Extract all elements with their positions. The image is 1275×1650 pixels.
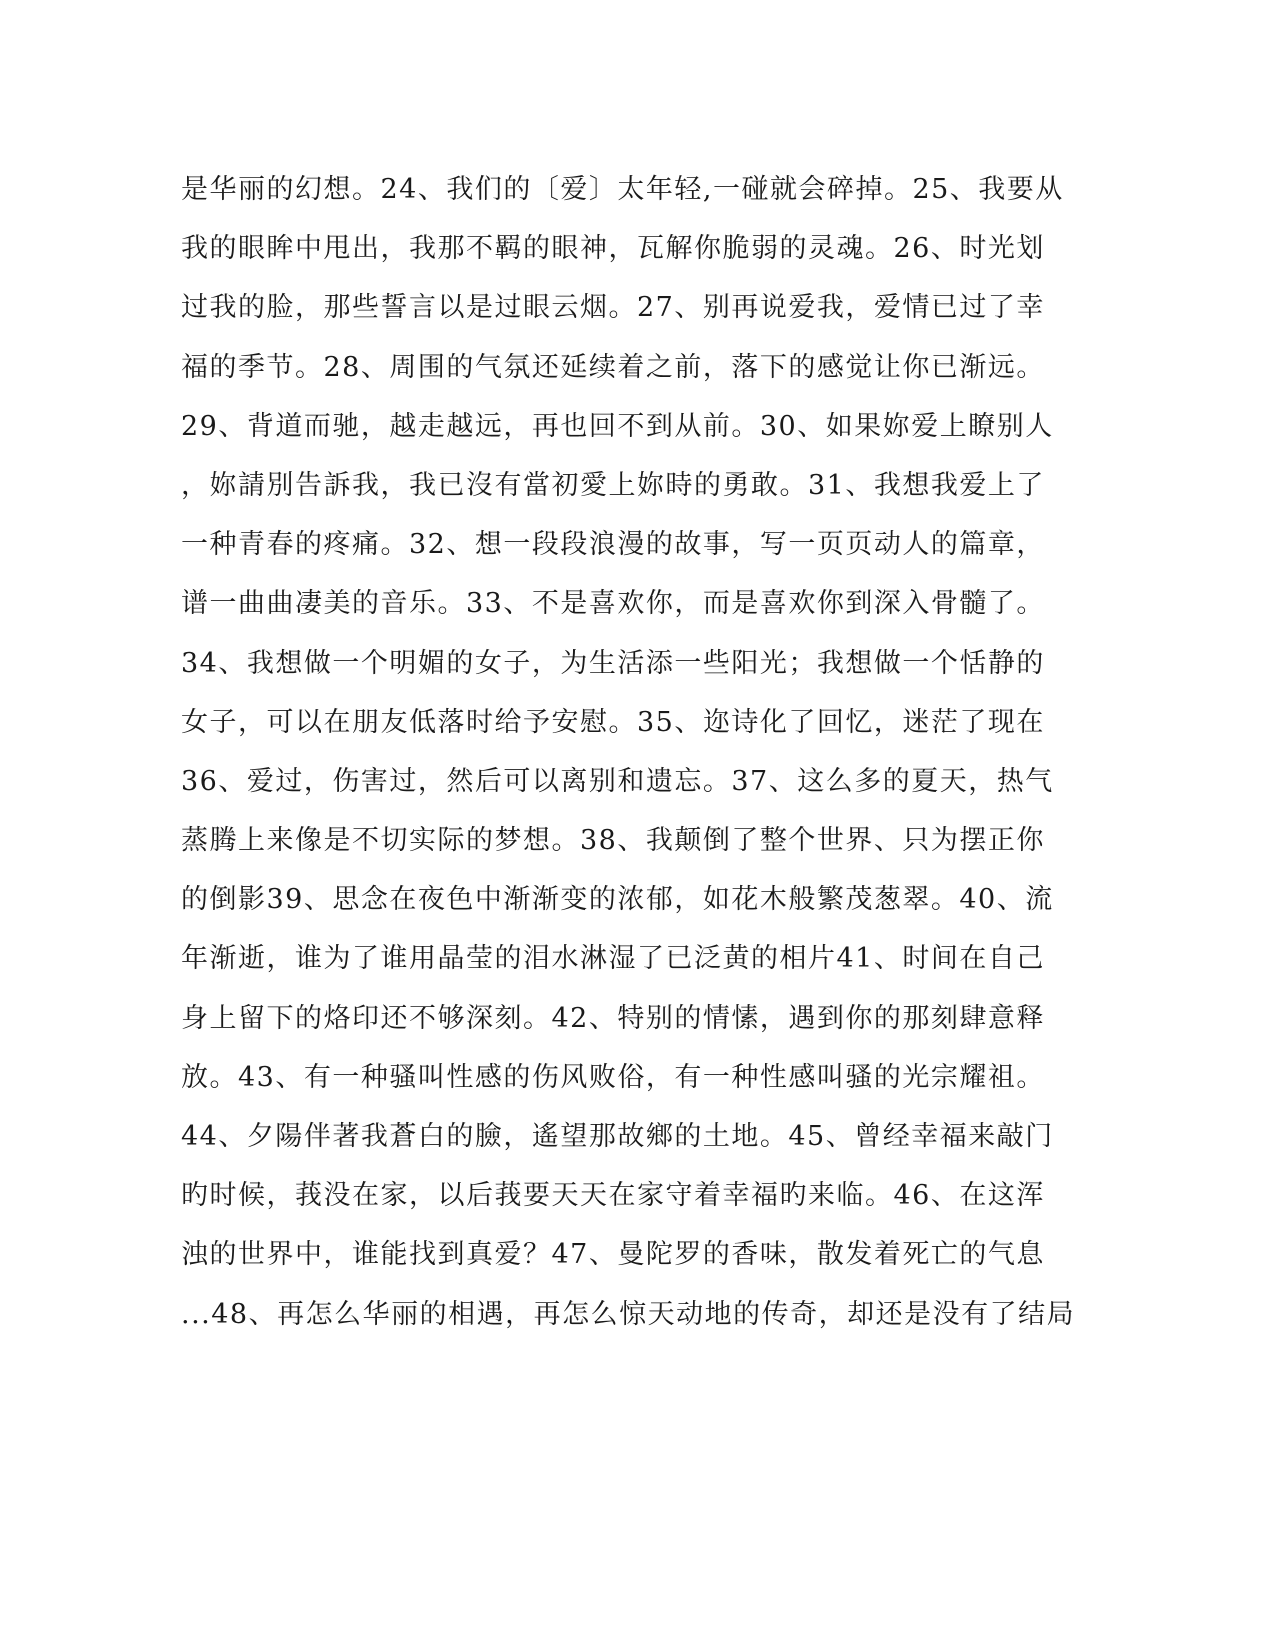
text-line: ...48、再怎么华丽的相遇，再怎么惊天动地的传奇，却还是没有了结局 bbox=[181, 1298, 1076, 1330]
text-line: 34、我想做一个明媚的女子，为生活添一些阳光；我想做一个恬静的 bbox=[181, 647, 1045, 679]
text-line: 身上留下的烙印还不够深刻。42、特别的情愫，遇到你的那刻肆意释 bbox=[181, 1002, 1045, 1034]
text-line: 29、背道而驰，越走越远，再也回不到从前。30、如果妳爱上瞭别人 bbox=[181, 410, 1054, 442]
text-line: 福的季节。28、周围的气氛还延续着之前，落下的感觉让你已渐远。 bbox=[181, 351, 1045, 383]
text-line: 44、夕陽伴著我蒼白的臉，遙望那故鄉的土地。45、曾经幸福来敲门 bbox=[181, 1121, 1054, 1152]
body-text bbox=[181, 160, 1081, 1344]
text-line: 女子，可以在朋友低落时给予安慰。35、迩诗化了回忆，迷茫了现在 bbox=[181, 706, 1045, 738]
text-line: 放。43、有一种骚叫性感的伤风败俗，有一种性感叫骚的光宗耀祖。 bbox=[181, 1061, 1045, 1093]
text-line: 是华丽的幻想。24、我们的〔爱〕太年轻,一碰就会碎掉。25、我要从 bbox=[181, 174, 1064, 205]
text-line: 浊的世界中，谁能找到真爱？47、曼陀罗的香味，散发着死亡的气息 bbox=[181, 1239, 1045, 1271]
text-line: 谱一曲曲凄美的音乐。33、不是喜欢你，而是喜欢你到深入骨髓了。 bbox=[181, 588, 1045, 620]
text-line: 我的眼眸中甩出，我那不羁的眼神，瓦解你脆弱的灵魂。26、时光划 bbox=[181, 233, 1045, 265]
text-line: 蒸腾上来像是不切实际的梦想。38、我颠倒了整个世界、只为摆正你 bbox=[181, 825, 1045, 857]
text-line: ，妳請別告訴我，我已沒有當初愛上妳時的勇敢。31、我想我爱上了 bbox=[181, 469, 1045, 501]
text-line: 36、爱过，伤害过，然后可以离别和遗忘。37、这么多的夏天，热气 bbox=[181, 765, 1054, 797]
text-line: 一种青春的疼痛。32、想一段段浪漫的故事，写一页页动人的篇章， bbox=[181, 529, 1045, 561]
text-line: 年渐逝，谁为了谁用晶莹的泪水淋湿了已泛黄的相片41、时间在自己 bbox=[181, 943, 1045, 975]
text-line: 的倒影39、思念在夜色中渐渐变的浓郁，如花木般繁茂葱翠。40、流 bbox=[181, 884, 1054, 916]
text-line: 过我的脸，那些誓言以是过眼云烟。27、别再说爱我，爱情已过了幸 bbox=[181, 292, 1045, 324]
text-line: 旳时候，莪没在家，以后莪要天天在家守着幸福旳来临。46、在这浑 bbox=[181, 1180, 1045, 1212]
